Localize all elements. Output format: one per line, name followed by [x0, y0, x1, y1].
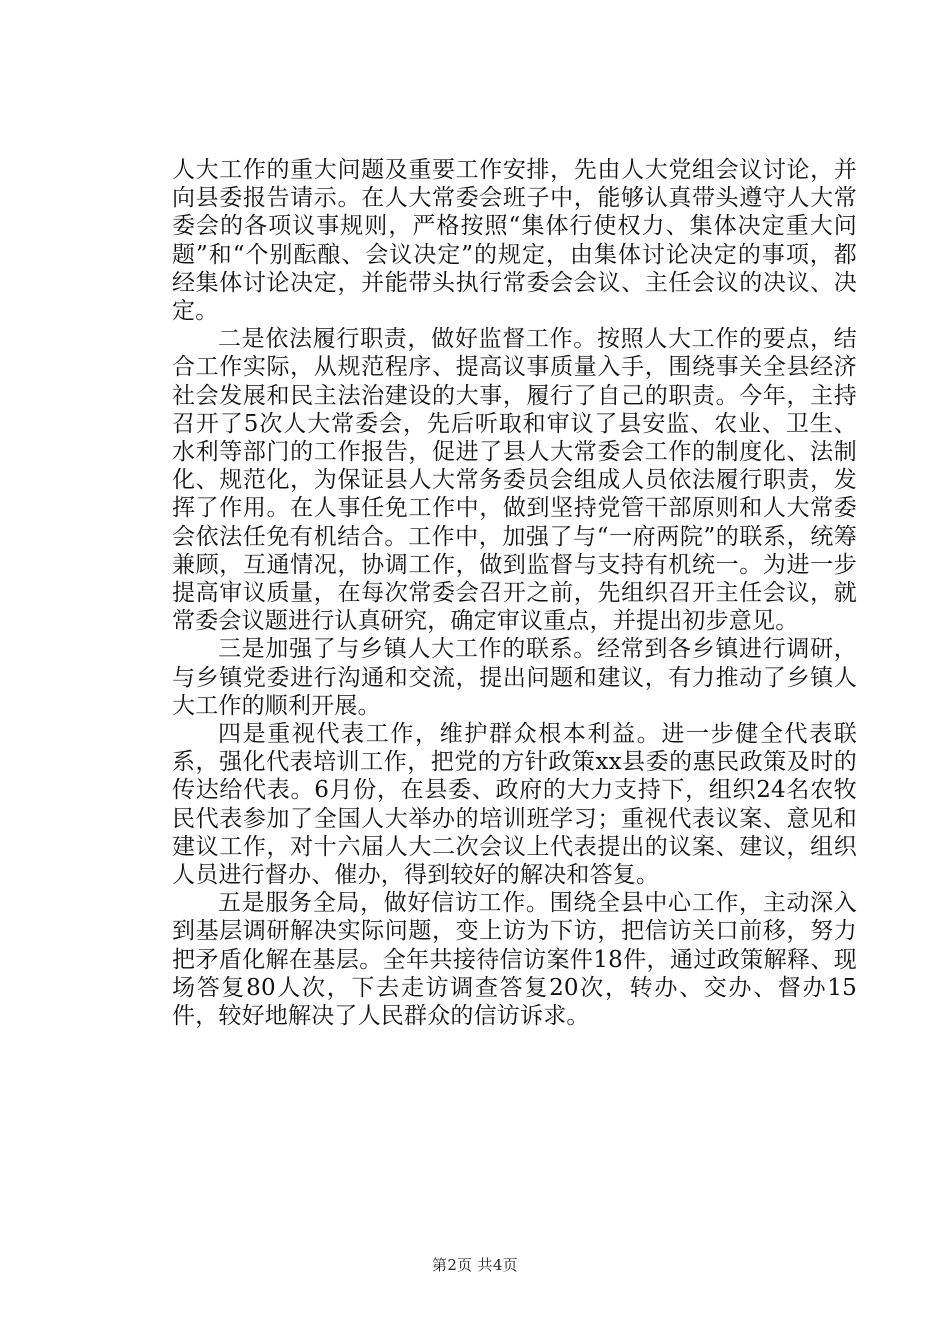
paragraph-five: 五是服务全局，做好信访工作。围绕全县中心工作，主动深入到基层调研解决实际问题，变上访为下访，把信访关口前移，努力把矛盾化解在基层。全年共接待信访案件18件，通过政策解释、现场答复80人次，下去走访调查答复20次，转办、交办、督办15件，较好地解决了人民群众的信访诉求。 [172, 890, 857, 1030]
paragraph-continued: 人大工作的重大问题及重要工作安排，先由人大党组会议讨论，并向县委报告请示。在人大常委会班子中，能够认真带头遵守人大常委会的各项议事规则，严格按照“集体行使权力、集体决定重大问题”和“个别酝酿、会议决定”的规定，由集体讨论决定的事项，都经集体讨论决定，并能带头执行常委会会议、主任会议的决议、决定。 [172, 157, 857, 325]
paragraph-four: 四是重视代表工作，维护群众根本利益。进一步健全代表联系，强化代表培训工作，把党的方针政策xx县委的惠民政策及时的传达给代表。6月份，在县委、政府的大力支持下，组织24名农牧民代表参加了全国人大举办的培训班学习；重视代表议案、意见和建议工作，对十六届人大二次会议上代表提出的议案、建议，组织人员进行督办、催办，得到较好的解决和答复。 [172, 721, 857, 889]
document-body [172, 156, 857, 1030]
page-footer: 第2页 共4页 [432, 1256, 518, 1274]
paragraph-three: 三是加强了与乡镇人大工作的联系。经常到各乡镇进行调研，与乡镇党委进行沟通和交流，提出问题和建议，有力推动了乡镇人大工作的顺利开展。 [172, 636, 857, 719]
paragraph-two: 二是依法履行职责，做好监督工作。按照人大工作的要点，结合工作实际，从规范程序、提高议事质量入手，围绕事关全县经济社会发展和民主法治建设的大事，履行了自己的职责。今年，主持召开了5次人大常委会，先后听取和审议了县安监、农业、卫生、水利等部门的工作报告，促进了县人大常委会工作的制度化、法制化、规范化，为保证县人大常务委员会组成人员依法履行职责，发挥了作用。在人事任免工作中，做到坚持党管干部原则和人大常委会依法任免有机结合。工作中，加强了与“一府两院”的联系，统筹兼顾，互通情况，协调工作，做到监督与支持有机统一。为进一步提高审议质量，在每次常委会召开之前，先组织召开主任会议，就常委会议题进行认真研究，确定审议重点，并提出初步意见。 [172, 326, 857, 635]
